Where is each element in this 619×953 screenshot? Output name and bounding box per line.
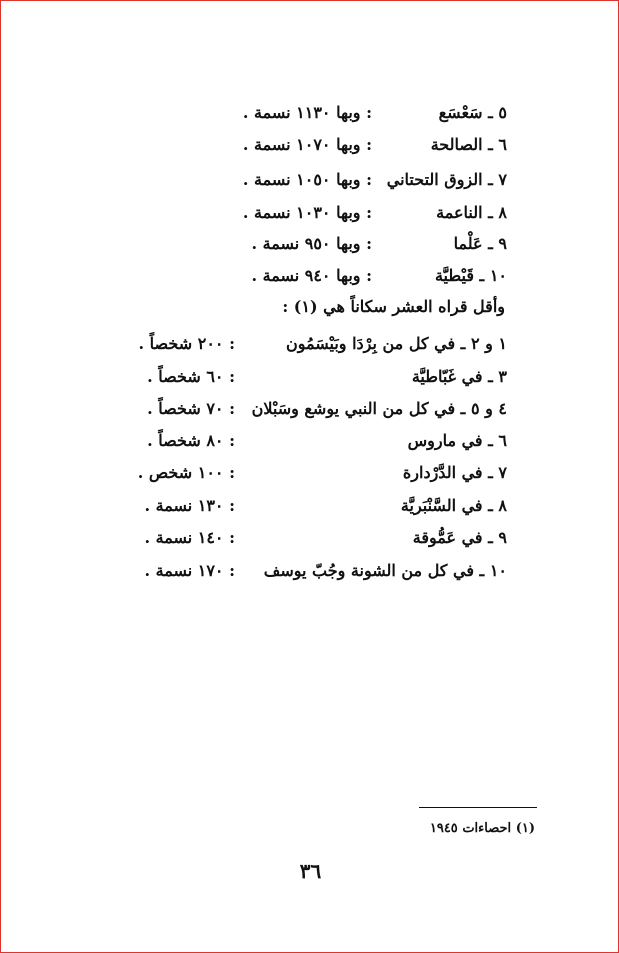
population-value: : ٢٠٠ شخصاً . bbox=[138, 334, 235, 353]
footnote: (١) احصاءات ١٩٤٥ bbox=[429, 821, 535, 836]
population-value: : ١٣٠ نسمة . bbox=[144, 496, 235, 515]
population-value: : ١٧٠ نسمة . bbox=[144, 561, 235, 580]
village-name: ١٠ ـ قَيْطيَّة bbox=[434, 266, 507, 285]
village-name: ٧ ـ الزوق التحتاني bbox=[386, 170, 507, 189]
population-value: : وبها ١١٣٠ نسمة . bbox=[242, 103, 372, 122]
population-value: : وبها ١٠٧٠ نسمة . bbox=[242, 135, 372, 154]
village-name: ٦ ـ الصالحة bbox=[430, 135, 507, 154]
village-name: ٨ ـ الناعمة bbox=[436, 203, 507, 222]
village-name: ٩ ـ عَلْما bbox=[453, 234, 507, 253]
population-value: : وبها ٩٤٠ نسمة . bbox=[251, 266, 372, 285]
population-value: : ٨٠ شخصاً . bbox=[147, 431, 235, 450]
footnote-rule bbox=[419, 807, 537, 808]
population-value: : وبها ٩٥٠ نسمة . bbox=[251, 234, 372, 253]
section-intro: وأقل قراه العشر سكاناً هي (١) : bbox=[282, 297, 505, 316]
village-name: ٩ ـ في عَمُّوقة bbox=[412, 528, 507, 547]
village-name: ٦ ـ في ماروس bbox=[407, 431, 507, 450]
population-value: : ٧٠ شخصاً . bbox=[147, 399, 235, 418]
population-value: : ١٤٠ نسمة . bbox=[144, 528, 235, 547]
population-value: : ١٠٠ شخص . bbox=[137, 463, 235, 482]
population-value: : وبها ١٠٣٠ نسمة . bbox=[242, 203, 372, 222]
village-name: ٤ و ٥ ـ في كل من النبي يوشع وسَبْلان bbox=[251, 399, 507, 418]
village-name: ٨ ـ في السَّنْبَريَّة bbox=[400, 496, 507, 515]
village-name: ١٠ ـ في كل من الشونة وجُبّ يوسف bbox=[263, 561, 507, 580]
page-number: ٣٦ bbox=[299, 859, 322, 883]
village-name: ٧ ـ في الدَّرْدارة bbox=[402, 463, 507, 482]
village-name: ٣ ـ في غَبّاطيَّة bbox=[411, 367, 507, 386]
village-name: ١ و ٢ ـ في كل من بِرْدَا وبَيْسَمُون bbox=[285, 334, 507, 353]
population-value: : ٦٠ شخصاً . bbox=[147, 367, 235, 386]
population-value: : وبها ١٠٥٠ نسمة . bbox=[242, 170, 372, 189]
village-name: ٥ ـ سَعْسَع bbox=[438, 103, 507, 122]
